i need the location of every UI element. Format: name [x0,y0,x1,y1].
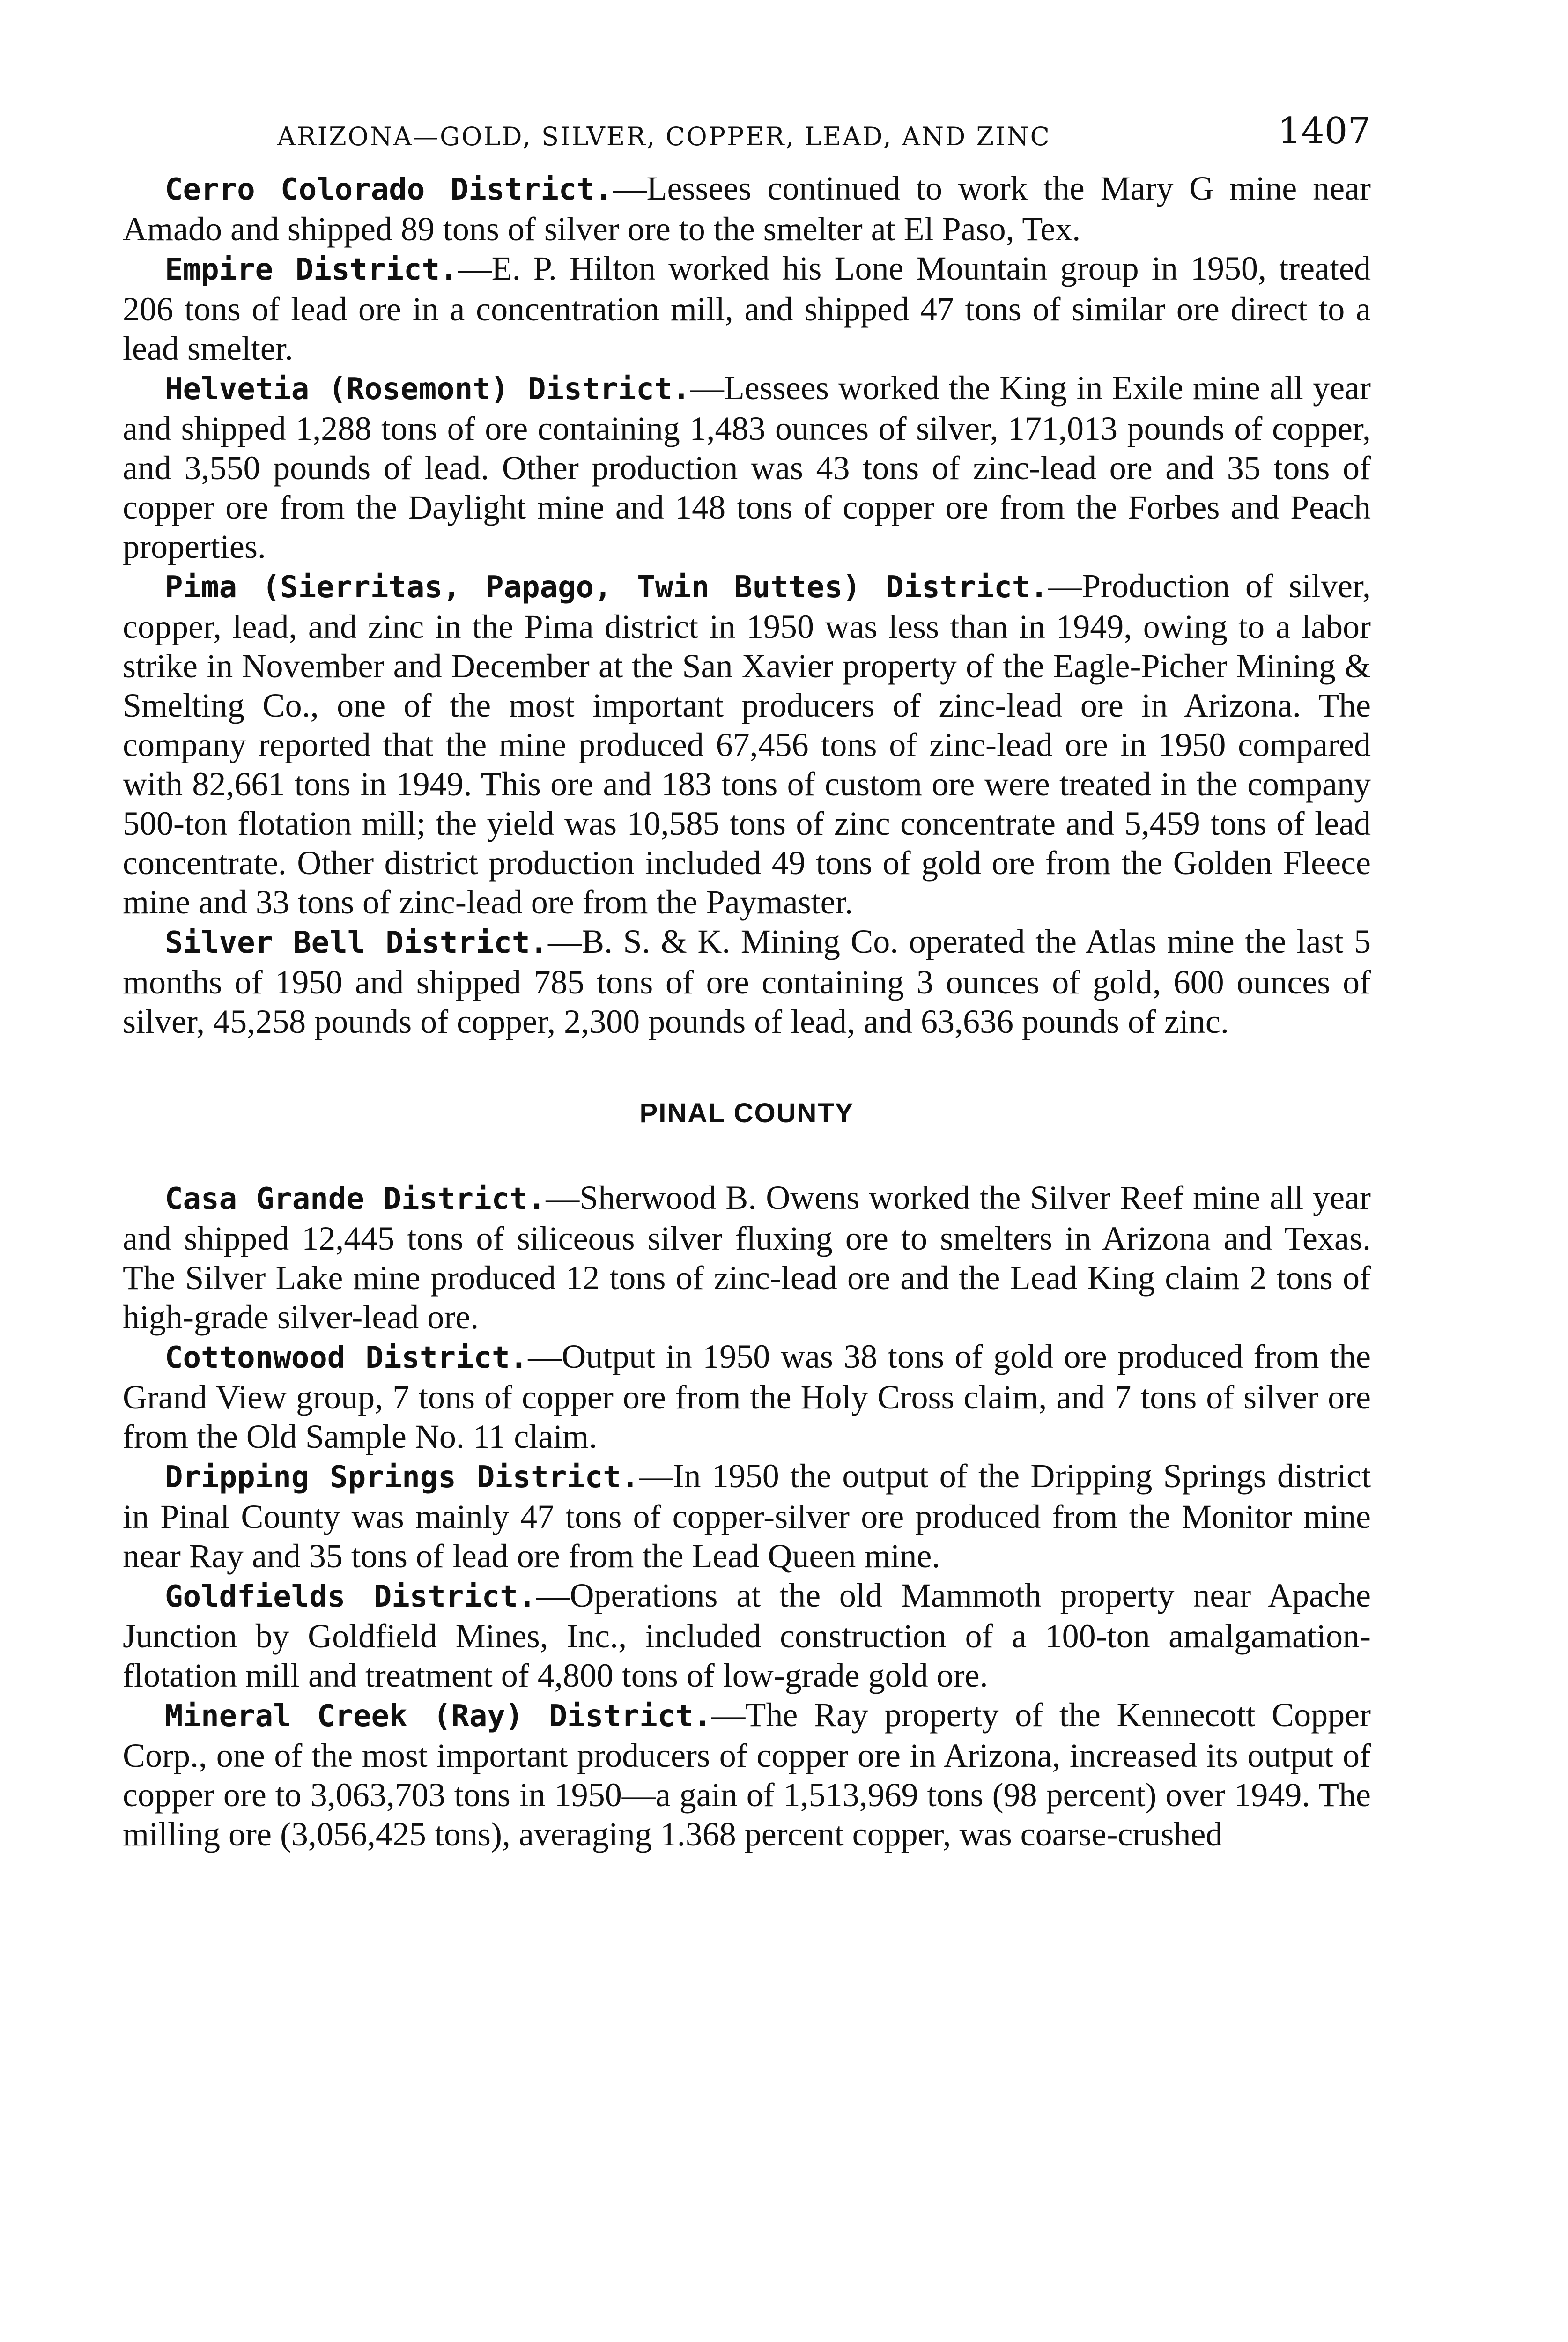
paragraph-text: —E. P. Hilton worked his Lone Mountain group in 1950, treated 206 tons of lead ore in a concentration mill, and shipped 47 tons of similar ore direct to a lead smelter. [123,250,1371,367]
paragraph-cerro-colorado [123,169,1371,249]
paragraph-heading: Cottonwood District. [165,1341,528,1375]
paragraph-mineral-creek [123,1695,1371,1854]
paragraph-dripping-springs [123,1456,1371,1576]
paragraph-heading: Dripping Springs District. [165,1460,639,1495]
paragraph-helvetia [123,368,1371,566]
paragraph-silver-bell [123,922,1371,1041]
section-heading-pinal-county: PINAL COUNTY [639,1098,854,1128]
paragraph-heading: Goldfields District. [165,1579,536,1614]
paragraph-heading: Casa Grande District. [165,1182,546,1216]
document-page [123,98,1371,1854]
paragraph-heading: Helvetia (Rosemont) District. [165,372,690,407]
paragraph-text: —B. S. & K. Mining Co. operated the Atlas mine the last 5 months of 1950 and shipped 785 tons of ore containing 3 ounces of gold, 600 ounces of silver, 45,258 pounds of copper, 2,300 pounds of lead, and 63,636 pounds of zinc. [123,923,1371,1040]
paragraph-pima [123,566,1371,922]
paragraph-goldfields [123,1576,1371,1695]
paragraph-cottonwood [123,1337,1371,1456]
paragraph-text: —Lessees continued to work the Mary G mine near Amado and shipped 89 tons of silver ore to the smelter at El Paso, Tex. [123,170,1371,248]
paragraph-text: —In 1950 the output of the Dripping Springs district in Pinal County was mainly 47 tons of copper-silver ore produced from the Monitor mine near Ray and 35 tons of lead ore from the Lead Queen mine. [123,1457,1371,1575]
paragraph-text: —Sherwood B. Owens worked the Silver Reef mine all year and shipped 12,445 tons of siliceous silver fluxing ore to smelters in Arizona and Texas. The Silver Lake mine produced 12 tons of zinc-lead ore and the Lead King claim 2 tons of high-grade silver-lead ore. [123,1179,1371,1336]
page-number: 1407 [1278,110,1371,152]
paragraph-text: —Operations at the old Mammoth property near Apache Junction by Goldfield Mines, Inc., included construction of a 100-ton amalgamation-flotation mill and treatment of 4,800 tons of low-grade gold ore. [123,1577,1371,1694]
paragraph-empire [123,249,1371,368]
paragraph-text: —Lessees worked the King in Exile mine all year and shipped 1,288 tons of ore containing 1,483 ounces of silver, 171,013 pounds of copper, and 3,550 pounds of lead. Other production was 43 tons of zinc-lead ore and 35 tons of copper ore from the Daylight mine and 148 tons of copper ore from the Forbes and Peach properties. [123,369,1371,565]
paragraph-text: —Production of silver, copper, lead, and zinc in the Pima district in 1950 was less than in 1949, owing to a labor strike in November and December at the San Xavier property of the Eagle-Picher Mining & Smelting Co., one of the most important producers of zinc-lead ore in Arizona. The company reported that the mine produced 67,456 tons of zinc-lead ore in 1950 compared with 82,661 tons in 1949. This ore and 183 tons of custom ore were treated in the company 500-ton flotation mill; the yield was 10,585 tons of zinc concentrate and 5,459 tons of lead concentrate. Other district production included 49 tons of gold ore from the Golden Fleece mine and 33 tons of zinc-lead ore from the Paymaster. [123,567,1371,921]
running-header [123,98,1371,169]
pinal-county-section [123,1178,1371,1854]
paragraph-text: —The Ray property of the Kennecott Copper Corp., one of the most important producers of copper ore in Arizona, increased its output of copper ore to 3,063,703 tons in 1950—a gain of 1,513,969 tons (98 percent) over 1949. The milling ore (3,056,425 tons), averaging 1.368 percent copper, was coarse-crushed [123,1696,1371,1853]
running-title: ARIZONA—GOLD, SILVER, COPPER, LEAD, AND ZINC [277,122,1051,151]
paragraph-heading: Pima (Sierritas, Papago, Twin Buttes) District. [165,570,1048,605]
pima-county-section [123,169,1371,1041]
paragraph-heading: Empire District. [165,252,458,287]
paragraph-casa-grande [123,1178,1371,1337]
paragraph-heading: Cerro Colorado District. [165,172,613,207]
paragraph-heading: Silver Bell District. [165,926,548,960]
paragraph-text: —Output in 1950 was 38 tons of gold ore produced from the Grand View group, 7 tons of copper ore from the Holy Cross claim, and 7 tons of silver ore from the Old Sample No. 11 claim. [123,1338,1371,1455]
paragraph-heading: Mineral Creek (Ray) District. [165,1699,712,1734]
